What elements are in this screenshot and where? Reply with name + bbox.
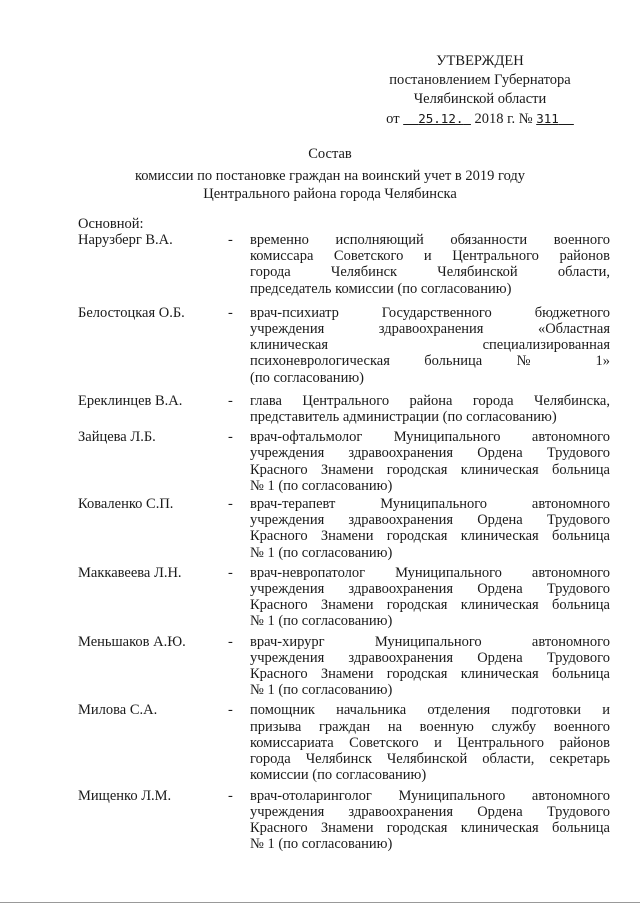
- member-role-line: врач-невропатолог Муниципального автономного: [250, 564, 610, 581]
- member-row: [78, 393, 610, 425]
- heading-title: Состав: [308, 146, 352, 162]
- member-name: Меньшаков А.Ю.: [78, 633, 186, 650]
- approval-number: 311: [536, 111, 559, 126]
- member-role-line: председатель комиссии (по согласованию): [250, 280, 512, 297]
- member-role-line: № 1 (по согласованию): [250, 836, 393, 853]
- member-role-line: комиссариата Советского и Центрального районов: [250, 734, 610, 751]
- section-label: Основной:: [78, 216, 144, 232]
- member-role-line: учреждения здравоохранения «Областная: [250, 321, 610, 338]
- approval-block: [340, 52, 620, 129]
- member-role: [250, 634, 610, 699]
- member-role-line: учреждения здравоохранения Ордена Трудового: [250, 803, 610, 820]
- member-role-line: врач-отоларинголог Муниципального автономного: [250, 787, 610, 804]
- member-role-line: (по согласованию): [250, 369, 364, 386]
- member-role-line: № 1 (по согласованию): [250, 613, 393, 630]
- member-dash: -: [228, 702, 233, 719]
- member-role-line: помощник начальника отделения подготовки и: [250, 702, 610, 719]
- member-role-line: врач-психиатр Государственного бюджетного: [250, 304, 610, 321]
- member-role-line: психоневрологическая больница № 1»: [250, 353, 610, 370]
- member-name: Мищенко Л.М.: [78, 787, 172, 804]
- member-dash: -: [228, 392, 233, 409]
- member-name: Коваленко С.П.: [78, 496, 174, 513]
- member-row: [78, 702, 610, 783]
- approval-line-2: Челябинской области: [413, 91, 547, 107]
- approval-date: 25.12.: [418, 111, 464, 126]
- member-role-line: клиническая специализированная: [250, 337, 610, 354]
- member-dash: -: [228, 429, 233, 446]
- member-role-line: врач-хирург Муниципального автономного: [250, 633, 610, 650]
- member-role: [250, 565, 610, 630]
- approval-line-1: постановлением Губернатора: [389, 72, 571, 88]
- member-role-line: учреждения здравоохранения Ордена Трудового: [250, 512, 610, 529]
- member-row: [78, 634, 610, 699]
- member-row: [78, 565, 610, 630]
- member-role-line: представитель администрации (по согласованию): [250, 409, 557, 426]
- member-name: Белостоцкая О.Б.: [78, 304, 185, 321]
- page-bottom-rule: [0, 902, 640, 903]
- member-role-line: города Челябинск Челябинской области,: [250, 264, 610, 281]
- approval-title: УТВЕРЖДЕН: [436, 53, 524, 69]
- member-role-line: Красного Знамени городская клиническая больница: [250, 666, 610, 683]
- member-role-line: учреждения здравоохранения Ордена Трудового: [250, 445, 610, 462]
- member-role-line: города Челябинск Челябинской области, секретарь: [250, 751, 610, 768]
- member-dash: -: [228, 633, 233, 650]
- member-role: [250, 702, 610, 783]
- member-role: [250, 393, 610, 425]
- member-role-line: призыва граждан на военную службу военного: [250, 718, 610, 735]
- member-name: Ереклинцев В.А.: [78, 392, 183, 409]
- heading-line-2: Центрального района города Челябинска: [203, 186, 457, 202]
- member-role-line: глава Центрального района города Челябинска,: [250, 392, 610, 409]
- member-role-line: Красного Знамени городская клиническая больница: [250, 597, 610, 614]
- member-row: [78, 788, 610, 853]
- heading-line-1: комиссии по постановке граждан на воинский учет в 2019 году: [134, 168, 526, 184]
- member-role-line: врач-терапевт Муниципального автономного: [250, 496, 610, 513]
- member-row: [78, 305, 610, 386]
- member-role-line: Красного Знамени городская клиническая больница: [250, 528, 610, 545]
- approval-date-line: [340, 109, 620, 129]
- member-name: Милова С.А.: [78, 702, 158, 719]
- member-row: [78, 429, 610, 494]
- member-dash: -: [228, 232, 233, 248]
- member-dash: -: [228, 564, 233, 581]
- member-role-line: временно исполняющий обязанности военного: [250, 232, 610, 248]
- member-role: [250, 496, 610, 561]
- member-role-line: комиссии (по согласованию): [250, 767, 427, 784]
- member-role: [250, 788, 610, 853]
- member-role-line: Красного Знамени городская клиническая больница: [250, 461, 610, 478]
- member-role-line: учреждения здравоохранения Ордена Трудового: [250, 649, 610, 666]
- approval-year-label: 2018 г. №: [474, 111, 533, 127]
- member-dash: -: [228, 304, 233, 321]
- member-role-line: комиссара Советского и Центрального районов: [250, 248, 610, 265]
- member-role-line: № 1 (по согласованию): [250, 682, 393, 699]
- member-role-line: № 1 (по согласованию): [250, 544, 393, 561]
- member-name: Маккавеева Л.Н.: [78, 564, 182, 581]
- member-role-line: № 1 (по согласованию): [250, 477, 393, 494]
- member-row: [78, 232, 610, 297]
- approval-from-label: от: [386, 111, 400, 127]
- member-name: Зайцева Л.Б.: [78, 429, 156, 446]
- member-dash: -: [228, 787, 233, 804]
- member-role-line: Красного Знамени городская клиническая больница: [250, 819, 610, 836]
- member-role: [250, 232, 610, 297]
- document-heading: [60, 145, 600, 203]
- member-role-line: учреждения здравоохранения Ордена Трудового: [250, 581, 610, 598]
- member-name: Нарузберг В.А.: [78, 232, 173, 248]
- member-role-line: врач-офтальмолог Муниципального автономного: [250, 429, 610, 446]
- member-role: [250, 429, 610, 494]
- member-role: [250, 305, 610, 386]
- member-dash: -: [228, 496, 233, 513]
- member-row: [78, 496, 610, 561]
- members-list: [78, 232, 610, 856]
